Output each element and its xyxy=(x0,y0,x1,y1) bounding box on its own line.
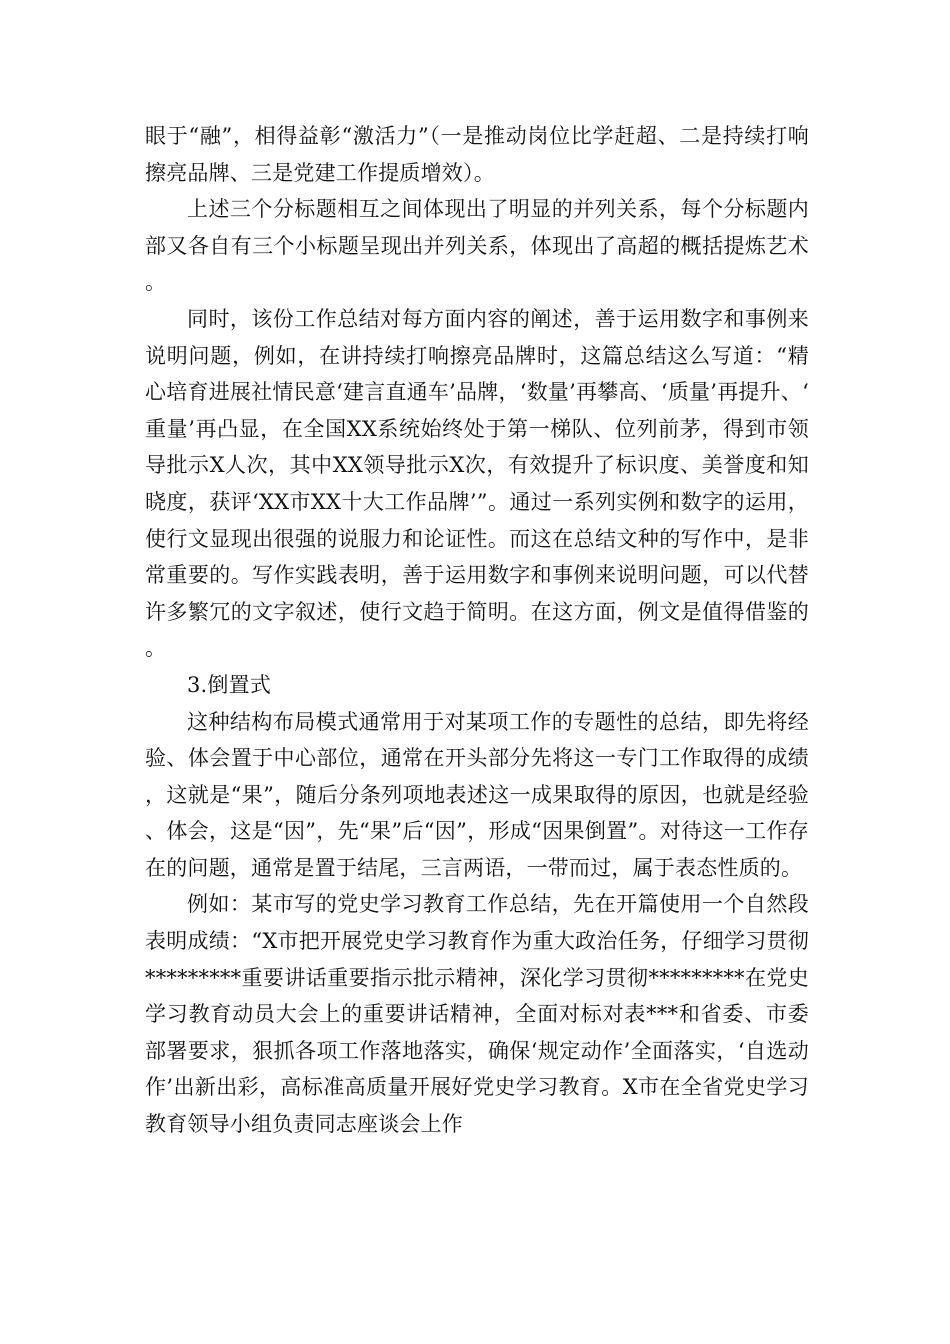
paragraph-inverted-structure: 这种结构布局模式通常用于对某项工作的专题性的总结，即先将经验、体会置于中心部位，通常在开头部分先将这一专门工作取得的成绩，这就是“果”，随后分条列项地表述这一成果取得的原因，也就是经验、体会，这是“因”，先“果”后“因”，形成“因果倒置”。对待这一工作存在的问题，通常是置于结尾，三言两语，一带而过，属于表态性质的。 xyxy=(145,709,809,880)
section-heading-inverted: 3.倒置式 xyxy=(187,672,272,697)
paragraph-continuation: 眼于“融”，相得益彰“激活力”（一是推动岗位比学赶超、二是持续打响擦亮品牌、三是党建工作提质增效）。 xyxy=(145,124,809,185)
paragraph-parallel-summary: 上述三个分标题相互之间体现出了明显的并列关系，每个分标题内部又各自有三个小标题呈现出并列关系，体现出了高超的概括提炼艺术。 xyxy=(145,197,809,295)
paragraph-example-party-history: 例如：某市写的党史学习教育工作总结，先在开篇使用一个自然段表明成绩：“X市把开展党史学习教育作为重大政治任务，仔细学习贯彻*********重要讲话重要指示批示精神，深化学习贯彻*********在党史学习教育动员大会上的重要讲话精神，全面对标对表***和省委、市委部署要求，狠抓各项工作落地落实，确保‘规定动作’全面落实，‘自选动作’出新出彩，高标准高质量开展好党史学习教育。X市在全省党史学习教育领导小组负责同志座谈会上作 xyxy=(145,892,809,1137)
paragraph-numbers-and-examples: 同时，该份工作总结对每方面内容的阐述，善于运用数字和事例来说明问题，例如，在讲持续打响擦亮品牌时，这篇总结这么写道：“精心培育进展社情民意‘建言直通车’品牌，‘数量’再攀高、‘质量’再提升、‘重量’再凸显，在全国XX系统始终处于第一梯队、位列前茅，得到市领导批示X人次，其中XX领导批示X次，有效提升了标识度、美誉度和知晓度，获评‘XX市XX十大工作品牌’”。通过一系列实例和数字的运用，使行文显现出很强的说服力和论证性。而这在总结文种的写作中，是非常重要的。写作实践表明，善于运用数字和事例来说明问题，可以代替许多繁冗的文字叙述，使行文趋于简明。在这方面，例文是值得借鉴的。 xyxy=(145,306,809,661)
document-body xyxy=(145,118,809,1143)
